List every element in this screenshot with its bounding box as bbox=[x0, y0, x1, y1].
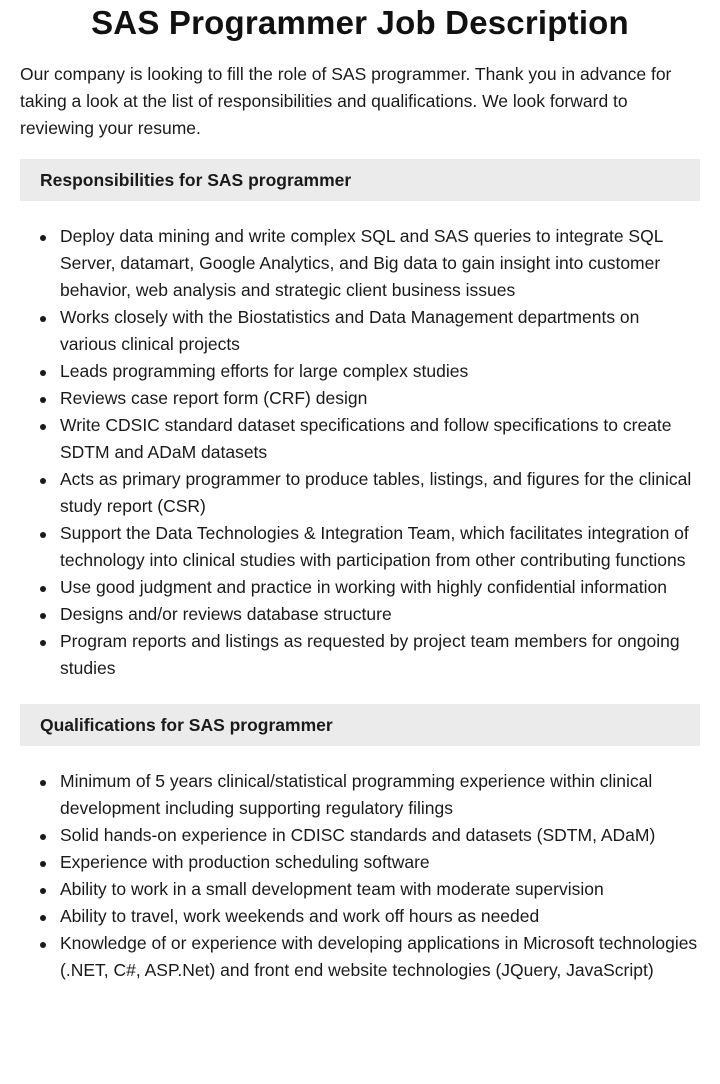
bullet-icon bbox=[40, 915, 46, 921]
intro-paragraph: Our company is looking to fill the role of SAS programmer. Thank you in advance for taking a look at the list of responsibilities and qualifications. We look forward to reviewing your resume. bbox=[20, 64, 672, 138]
list-item-text: Works closely with the Biostatistics and Data Management departments on various clinical projects bbox=[60, 307, 640, 354]
bullet-icon bbox=[40, 370, 46, 376]
qualifications-list bbox=[20, 768, 700, 984]
bullet-icon bbox=[40, 532, 46, 538]
bullet-icon bbox=[40, 613, 46, 619]
list-item bbox=[20, 358, 700, 385]
list-item-text: Minimum of 5 years clinical/statistical programming experience within clinical development including supporting regulatory filings bbox=[60, 771, 653, 818]
list-item bbox=[20, 385, 700, 412]
list-item bbox=[20, 903, 700, 930]
list-item bbox=[20, 930, 700, 984]
list-item-text: Acts as primary programmer to produce tables, listings, and figures for the clinical study report (CSR) bbox=[60, 469, 692, 516]
responsibilities-list bbox=[20, 223, 700, 682]
list-item bbox=[20, 466, 700, 520]
list-item bbox=[20, 574, 700, 601]
bullet-icon bbox=[40, 888, 46, 894]
list-item bbox=[20, 768, 700, 822]
list-item bbox=[20, 520, 700, 574]
list-item-text: Solid hands-on experience in CDISC standards and datasets (SDTM, ADaM) bbox=[60, 825, 656, 845]
bullet-icon bbox=[40, 942, 46, 948]
bullet-icon bbox=[40, 780, 46, 786]
bullet-icon bbox=[40, 478, 46, 484]
list-item-text: Support the Data Technologies & Integration Team, which facilitates integration of technology into clinical studies with participation from other contributing functions bbox=[60, 523, 689, 570]
bullet-icon bbox=[40, 586, 46, 592]
list-item bbox=[20, 601, 700, 628]
bullet-icon bbox=[40, 235, 46, 241]
bullet-icon bbox=[40, 424, 46, 430]
list-item bbox=[20, 849, 700, 876]
bullet-icon bbox=[40, 640, 46, 646]
bullet-icon bbox=[40, 316, 46, 322]
list-item-text: Experience with production scheduling software bbox=[60, 852, 430, 872]
page-title: SAS Programmer Job Description bbox=[91, 4, 629, 41]
list-item-text: Deploy data mining and write complex SQL and SAS queries to integrate SQL Server, datamart, Google Analytics, and Big data to gain insight into customer behavior, web analysis and strategic client business issues bbox=[60, 226, 663, 300]
list-item-text: Leads programming efforts for large complex studies bbox=[60, 361, 469, 381]
bullet-icon bbox=[40, 834, 46, 840]
list-item-text: Program reports and listings as requested by project team members for ongoing studies bbox=[60, 631, 680, 678]
bullet-icon bbox=[40, 397, 46, 403]
list-item bbox=[20, 223, 700, 304]
list-item bbox=[20, 304, 700, 358]
list-item-text: Designs and/or reviews database structure bbox=[60, 604, 392, 624]
list-item bbox=[20, 876, 700, 903]
list-item bbox=[20, 412, 700, 466]
list-item-text: Use good judgment and practice in working with highly confidential information bbox=[60, 577, 668, 597]
list-item-text: Knowledge of or experience with developing applications in Microsoft technologies (.NET, C#, ASP.Net) and front end website technologies (JQuery, JavaScript) bbox=[60, 933, 698, 980]
list-item-text: Ability to travel, work weekends and work off hours as needed bbox=[60, 906, 540, 926]
qualifications-heading: Qualifications for SAS programmer bbox=[20, 704, 700, 746]
list-item bbox=[20, 822, 700, 849]
list-item bbox=[20, 628, 700, 682]
list-item-text: Reviews case report form (CRF) design bbox=[60, 388, 368, 408]
responsibilities-heading: Responsibilities for SAS programmer bbox=[20, 159, 700, 201]
list-item-text: Write CDSIC standard dataset specifications and follow specifications to create SDTM and ADaM datasets bbox=[60, 415, 672, 462]
bullet-icon bbox=[40, 861, 46, 867]
list-item-text: Ability to work in a small development team with moderate supervision bbox=[60, 879, 604, 899]
